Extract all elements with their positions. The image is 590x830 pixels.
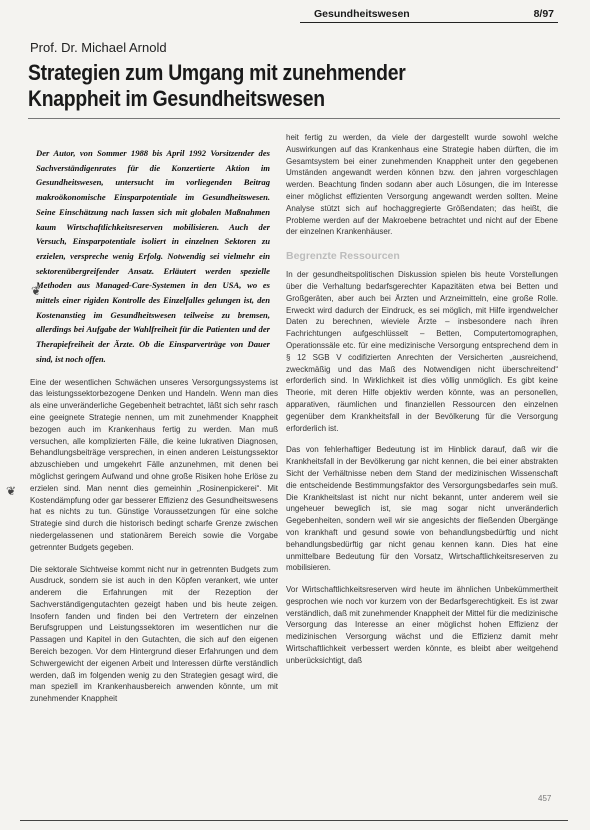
- body-paragraph: Die sektorale Sichtweise kommt nicht nur in getrennten Budgets zum Ausdruck, sondern sie ist auch in den Köpfen verankert, wie unter anderem die Erfahrungen mit der Rezeption der Sachverständigengutachten gezeigt haben und bis heute zeigen. Insofern fanden und finden bei den Vertretern der einzelnen Berufsgruppen und Leistungssektoren im wesentlichen nur die Passagen und Kapitel in den Gutachten, die sich auf den eigenen Bereich bezogen. Vor dem Hintergrund dieser Erfahrungen und dem Schwergewicht der eigenen Arbeit und Interessen dürfte verständlich werden, daß im folgenden wenig zu den Strategien gesagt wird, die man speziell im Krankenhausbereich anwenden könnte, um mit zunehmender Knappheit: [30, 564, 278, 704]
- running-header: [300, 8, 558, 23]
- right-column: [286, 132, 558, 667]
- left-column: [30, 132, 278, 705]
- scan-mark-icon: ❦: [6, 484, 17, 498]
- body-paragraph: heit fertig zu werden, da viele der dargestellt wurde sowohl welche Auswirkungen auf das Krankenhaus eine Strategie haben dürften, die im Gesamtsystem bei einer zunehmenden Knappheit unter den gegebenen Umständen angewandt werden können bzw. den jahren vorgeschlagen werden. Beachtung finden sodann aber auch Lösungen, die im Interesse einer möglichst effizienten Versorgung angewandt werden sollten. Meine Analyse stützt sich auf hochaggregierte Größendaten; das heißt, die Probleme werden auf der Makroebene betrachtet und nicht auf der Ebene der einzelnen Krankenhäuser.: [286, 133, 558, 237]
- body-paragraph: Vor Wirtschaftlichkeitsreserven wird heute im ähnlichen Unbekümmertheit gesprochen wie noch vor kurzem von der Bedarfsgerechtigkeit. Es ist zwar verständlich, daß mit zunehmender Knappheit der Mittel für die medizinische Versorgung das Interesse an einer möglichst hohen Effizienz der medizinischen Versorgung wächst und die Effizienz damit mehr Wirtschaftlichkeit verbessert werden könnte, es bleibt aber weitgehend unberücksichtigt, daß: [286, 585, 558, 665]
- article-title: Strategien zum Umgang mit zunehmender Knappheit im Gesundheitswesen: [28, 60, 406, 111]
- author-name: Prof. Dr. Michael Arnold: [30, 40, 167, 55]
- section-heading: Begrenzte Ressourcen: [286, 250, 400, 263]
- body-paragraph: Eine der wesentlichen Schwächen unseres Versorgungssystems ist das leistungssektorbezogene Denken und Handeln. Wenn man dies als eine unveränderliche Gegebenheit betrachtet, läßt sich sehr rasch eine geeignete Strategie nennen, um mit zunehmender Knappheit bezogen auch im Krankenhaus fertig zu werden. Man muß versuchen, alle komplizierten Fälle, die keine lukrativen Diagnosen, Behandlungsbeiträge versprechen, in einen anderen Leistungssektor abzuschieben und umgekehrt Fälle anzunehmen, mit denen bei möglichst geringem Aufwand und ohne große Risiken hohe Erlöse zu erzielen sind. Man nennt dies gemeinhin „Rosinenpickerei“. Mit Kostendämpfung oder gar besserer Effizienz des Gesundheitswesens hat es nichts zu tun. Günstige Voraussetzungen für eine solche Strategie sind durch die historisch bedingt scharfe Grenze zwischen niedergelassenen und stationärem Bereich sowie die Vorgabe getrennter Budgets gegeben.: [30, 377, 278, 552]
- page-number: 457: [538, 794, 552, 803]
- footer-divider: [20, 820, 568, 821]
- title-divider: [28, 118, 560, 119]
- journal-name: Gesundheitswesen: [314, 8, 410, 20]
- issue-number: 8/97: [533, 8, 554, 20]
- scan-mark-icon: ❦: [31, 284, 42, 298]
- body-paragraph: Das von fehlerhaftiger Bedeutung ist im Hinblick darauf, daß wir die Krankheitsfall in der Bevölkerung gar nicht kennen, die bei einer abstrakten Sicht der Verhältnisse neben dem Stand der medizinischen Wissenschaft die entscheidende Bestimmungsfaktor des Versorgungsbedarfes sein muß. Die Krankheitslast ist nicht nur nicht bekannt, unter anderem weil sie ungeheuer beweglich ist, sie mag sogar nicht unveränderlich Gegebenheiten, sondern weil wir sie angesichts der fließenden Übergänge von krankhaft und gesund sowie von behandlungsbedürftig und nicht behandlungsbedürftig gar nicht genau kennen kann. Dies hat eine unmittelbare Bedeutung für den Vorsatz, Wirtschaftlichkeitsreserven zu mobilisieren.: [286, 445, 558, 573]
- body-paragraph: In der gesundheitspolitischen Diskussion spielen bis heute Vorstellungen über die Verhaltung bedarfsgerechter Kapazitäten etwa bei Betten und Großgeräten, aber auch bei Ärzten und Arzneimitteln, eine große Rolle. Erweckt wird dadurch der Eindruck, es sei möglich, mit Hilfe irgendwelcher Daten zu berechnen, wieviele Ärzte – insbesondere nach ihren Fachrichtungen aufgeschlüsselt – Betten, Computertomographen, Operationssäle etc. für eine medizinische Versorgung entsprechend dem in § 12 SGB V codifizierten Anrechten der Versicherten „ausreichend, zweckmäßig und das Maß des Notwendigen nicht überschreitend“ erforderlich sind. In Wirklichkeit ist dies völlig unmöglich. Es gibt keine Theorie, mit deren Hilfe objektiv werden könnte, was an personellen, apparativen, räumlichen und finanziellen Ressourcen den einzelnen gegenüber dem Krankheitsfall in der Bevölkerung für die Versorgung erforderlich ist.: [286, 270, 558, 433]
- lead-paragraph: Der Autor, von Sommer 1988 bis April 1992 Vorsitzender des Sachverständigenrates für die Konzertierte Aktion im Gesundheitswesen, untersucht im vorliegenden Beitrag makroökonomische Einsparpotentiale im Gesundheitswesen. Seine Einschätzung nach lassen sich mit globalen Maßnahmen kaum Wirtschaftlichkeitsreserven mobilisieren. Auch der Versuch, Einsparpotentiale isoliert in einzelnen Sektoren zu erzielen, verspreche wenig Erfolg. Notwendig sei vielmehr ein sektorenübergreifender Ansatz. Erläutert werden spezielle Methoden aus Managed-Care-Systemen in den USA, wo es mittels einer rigiden Kontrolle des Einzelfalles gelungen ist, den Kostenanstieg im Gesundheitswesen teilweise zu bremsen, allerdings bei Aufgabe der Wahlfreiheit für die Patienten und der Therapiefreiheit der Ärzte. Ob die Einsparverträge von Dauer sind, ist noch offen.: [36, 148, 270, 364]
